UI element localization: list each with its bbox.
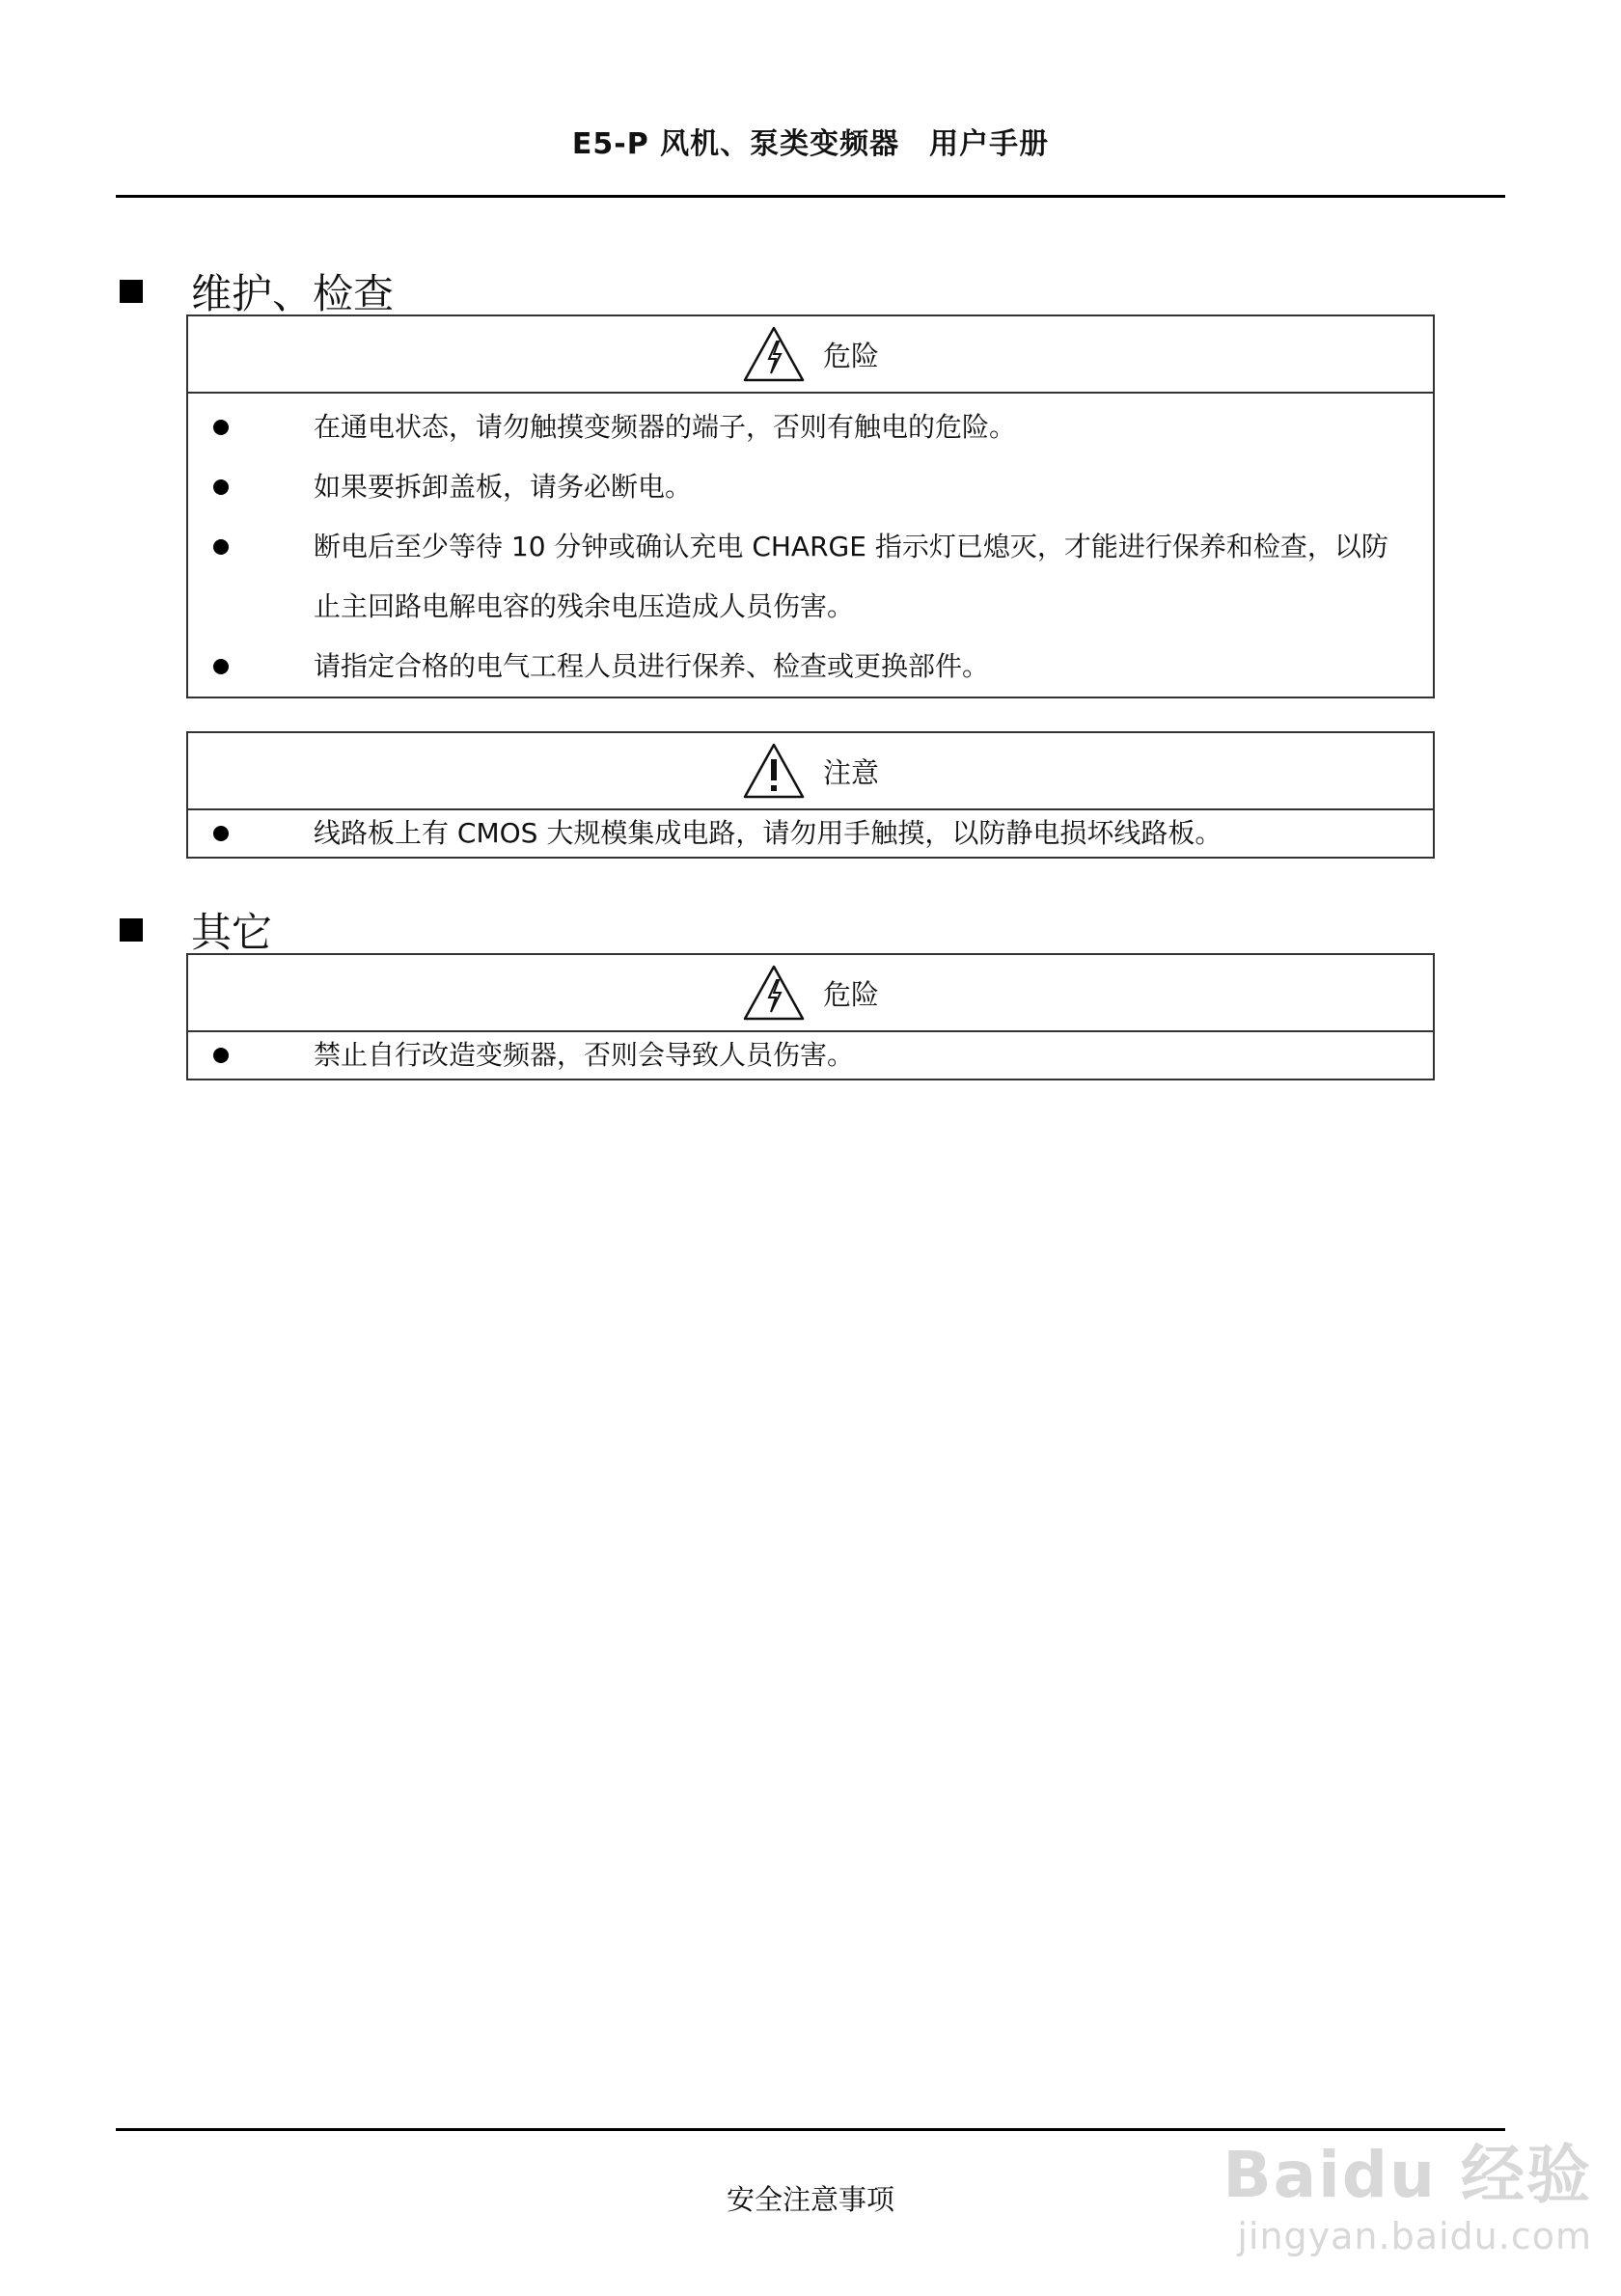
- square-bullet-icon: [120, 280, 143, 303]
- list-item-text: 线路板上有 CMOS 大规模集成电路，请勿用手触摸，以防静电损坏线路板。: [314, 817, 1223, 849]
- header-rule: [116, 195, 1505, 198]
- section-heading-maintenance: [120, 262, 394, 320]
- list-item-text: 如果要拆卸盖板，请务必断电。: [314, 471, 693, 503]
- section-heading-other: [120, 901, 272, 959]
- bullet-icon: [213, 659, 229, 674]
- page-footer-title: 安全注意事项: [726, 2183, 894, 2216]
- box-label: 危险: [822, 977, 879, 1011]
- bullet-icon: [213, 826, 229, 841]
- box-header: [188, 955, 1433, 1032]
- list-item-text: 禁止自行改造变频器，否则会导致人员伤害。: [314, 1039, 855, 1071]
- list-item: [188, 517, 1433, 637]
- list-item-text: 在通电状态，请勿触摸变频器的端子，否则有触电的危险。: [314, 411, 1017, 443]
- square-bullet-icon: [120, 918, 143, 942]
- caution-box-maintenance: [186, 731, 1435, 859]
- electric-hazard-icon: [742, 964, 806, 1022]
- list-item: [188, 810, 1433, 857]
- bullet-icon: [213, 479, 229, 495]
- list-item-text: 断电后至少等待 10 分钟或确认充电 CHARGE 指示灯已熄灭，才能进行保养和检查，以防止主回路电解电容的残余电压造成人员伤害。: [314, 531, 1388, 622]
- box-label: 危险: [822, 339, 879, 372]
- exclamation-warning-icon: [742, 742, 806, 800]
- section-heading-text: 其它: [191, 909, 273, 956]
- list-item: [188, 637, 1433, 697]
- list-item: [188, 1032, 1433, 1079]
- bullet-icon: [213, 1048, 229, 1063]
- watermark: [1223, 2123, 1592, 2257]
- box-header: [188, 733, 1433, 810]
- section-heading-text: 维护、检查: [191, 270, 395, 317]
- list-item: [188, 457, 1433, 517]
- page-header-title: E5-P 风机、泵类变频器 用户手册: [571, 127, 1050, 161]
- bullet-icon: [213, 420, 229, 435]
- bullet-icon: [213, 539, 229, 555]
- box-header: [188, 316, 1433, 394]
- watermark-url: jingyan.baidu.com: [1237, 2215, 1592, 2257]
- box-label: 注意: [822, 755, 879, 789]
- watermark-brand: Baidu 经验: [1223, 2138, 1592, 2212]
- electric-hazard-icon: [742, 325, 806, 383]
- danger-box-maintenance: [186, 314, 1435, 698]
- list-item-text: 请指定合格的电气工程人员进行保养、检查或更换部件。: [314, 650, 990, 682]
- danger-box-other: [186, 953, 1435, 1080]
- list-item: [188, 397, 1433, 457]
